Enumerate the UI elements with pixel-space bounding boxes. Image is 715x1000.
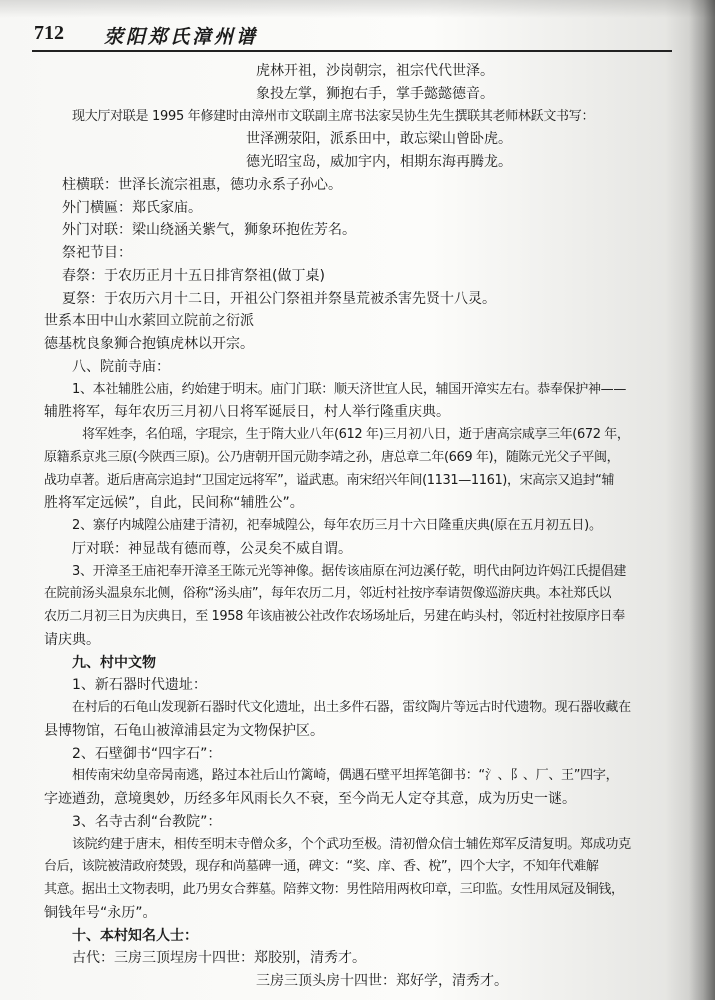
page-edge-shadow bbox=[689, 0, 715, 1000]
text-line: 春祭：于农历正月十五日排宵祭祖(做丁桌) bbox=[62, 268, 325, 284]
text-line: 县博物馆，石龟山被漳浦县定为文物保护区。 bbox=[44, 723, 324, 739]
text-line: 在村后的石龟山发现新石器时代文化遗址，出土多件石器，雷纹陶片等远古时代遗物。现石器收藏在 bbox=[72, 700, 631, 715]
text-line: 三房三顶头房十四世：郑好学，清秀才。 bbox=[256, 973, 508, 989]
text-line: 外门横匾：郑氏家庙。 bbox=[62, 200, 202, 216]
text-line: 虎林开祖，沙岗朝宗，祖宗代代世泽。 bbox=[256, 63, 494, 79]
text-line: 2、石壁御书“四字石”： bbox=[72, 746, 222, 762]
text-line: 厅对联：神显哉有德而尊，公灵矣不威自谓。 bbox=[72, 541, 352, 557]
text-line: 将军姓李，名伯瑶，字琨宗，生于隋大业八年(612 年)三月初八日，逝于唐高宗咸享三年(672 年， bbox=[82, 427, 630, 442]
text-line: 该院约建于唐末，相传至明末寺僧众多，个个武功至极。清初僧众信士辅佐郑军反清复明。郑成功克 bbox=[72, 837, 631, 852]
text-line: 1、本社辅胜公庙，约始建于明末。庙门门联：顺天济世宜人民，辅国开漳实左右。恭奉保护神—— bbox=[72, 382, 627, 397]
text-line: 2、寨仔内城隍公庙建于清初，祀奉城隍公，每年农历三月十六日隆重庆典(原在五月初五日)。 bbox=[72, 518, 602, 533]
text-line: 象投左掌，狮抱右手，掌手懿懿德音。 bbox=[256, 86, 494, 102]
text-line: 夏祭：于农历六月十二日，开祖公门祭祖并祭垦荒被杀害先贤十八灵。 bbox=[62, 291, 496, 307]
page-number: 712 bbox=[34, 22, 64, 44]
page-header bbox=[32, 20, 672, 52]
text-line: 在院前汤头温泉东北侧，俗称“汤头庙”，每年农历二月，邻近村社按序奉请贺像巡游庆典。本社郑氏以 bbox=[44, 586, 612, 601]
text-line: 3、名寺古刹“台教院”： bbox=[72, 814, 222, 830]
text-line: 德光昭宝岛，威加宇内，相期东海再腾龙。 bbox=[246, 154, 512, 170]
text-line: 世泽溯荥阳，派系田中，敢忘梁山曾卧虎。 bbox=[246, 131, 512, 147]
text-line: 农历二月初三日为庆典日，至 1958 年该庙被公社改作农场场址后，另建在屿头村，邻近村社按原序日奉 bbox=[44, 609, 625, 624]
text-line: 柱横联：世泽长流宗祖惠，德功永系子孙心。 bbox=[62, 177, 342, 193]
text-line: 台后，该院被清政府焚毁，现存和尚墓碑一通，碑文：“奖、庠、香、梲”，四个大字，不知年代难解 bbox=[44, 859, 599, 874]
text-line: 铜钱年号“永历”。 bbox=[44, 905, 157, 921]
text-line: 古代：三房三顶埕房十四世：郑胶别，清秀才。 bbox=[72, 950, 366, 966]
text-line: 原籍系京兆三原(今陕西三原)。公乃唐朝开国元勋李靖之孙，唐总章二年(669 年)，随陈元光父子平闽， bbox=[44, 450, 620, 465]
text-line: 请庆典。 bbox=[44, 632, 100, 648]
text-line: 3、开漳圣王庙祀奉开漳圣王陈元光等神像。据传该庙原在河边溪仔乾，明代由阿边许妈江氏提倡建 bbox=[72, 564, 627, 579]
text-line: 相传南宋幼皇帝昺南逃，路过本社后山竹篱崎，偶遇石壁平坦挥笔御书：“氵、阝、厂、王”四字， bbox=[72, 768, 619, 783]
text-line: 辅胜将军，每年农历三月初八日将军诞辰日，村人举行隆重庆典。 bbox=[44, 404, 450, 420]
book-title: 荥阳郑氏漳州谱 bbox=[104, 26, 259, 48]
section-heading: 十、本村知名人士： bbox=[72, 928, 198, 944]
top-shadow bbox=[0, 0, 715, 18]
text-line: 其意。据出土文物表明，此乃男女合葬墓。陪葬文物：男性陪用两枚印章，三印监。女性用凤冠及铜钱， bbox=[44, 882, 624, 897]
section-heading: 八、院前寺庙： bbox=[72, 359, 170, 375]
text-line: 现大厅对联是 1995 年修建时由漳州市文联副主席书法家吴协生先生撰联其老师林跃文书写： bbox=[72, 109, 595, 124]
section-heading: 九、村中文物 bbox=[72, 655, 156, 671]
text-line: 德基枕良象狮合抱镇虎林以开宗。 bbox=[44, 336, 254, 352]
text-line: 世系本田中山水萦回立院前之衍派 bbox=[44, 313, 254, 329]
text-line: 字迹遒劲，意境奥妙，历经多年风雨长久不衰，至今尚无人定夺其意，成为历史一谜。 bbox=[44, 791, 576, 807]
text-line: 1、新石器时代遗址： bbox=[72, 677, 207, 693]
text-line: 胜将军定远候”，自此，民间称“辅胜公”。 bbox=[44, 495, 304, 511]
text-line: 战功卓著。逝后唐高宗追封“卫国定远将军”，谥武惠。南宋绍兴年间(1131—1161)，宋高宗又追封“辅 bbox=[44, 473, 615, 488]
text-line: 外门对联：梁山绕涵关紫气，狮象环抱佐芳名。 bbox=[62, 222, 356, 238]
text-line: 祭祀节目： bbox=[62, 245, 132, 261]
